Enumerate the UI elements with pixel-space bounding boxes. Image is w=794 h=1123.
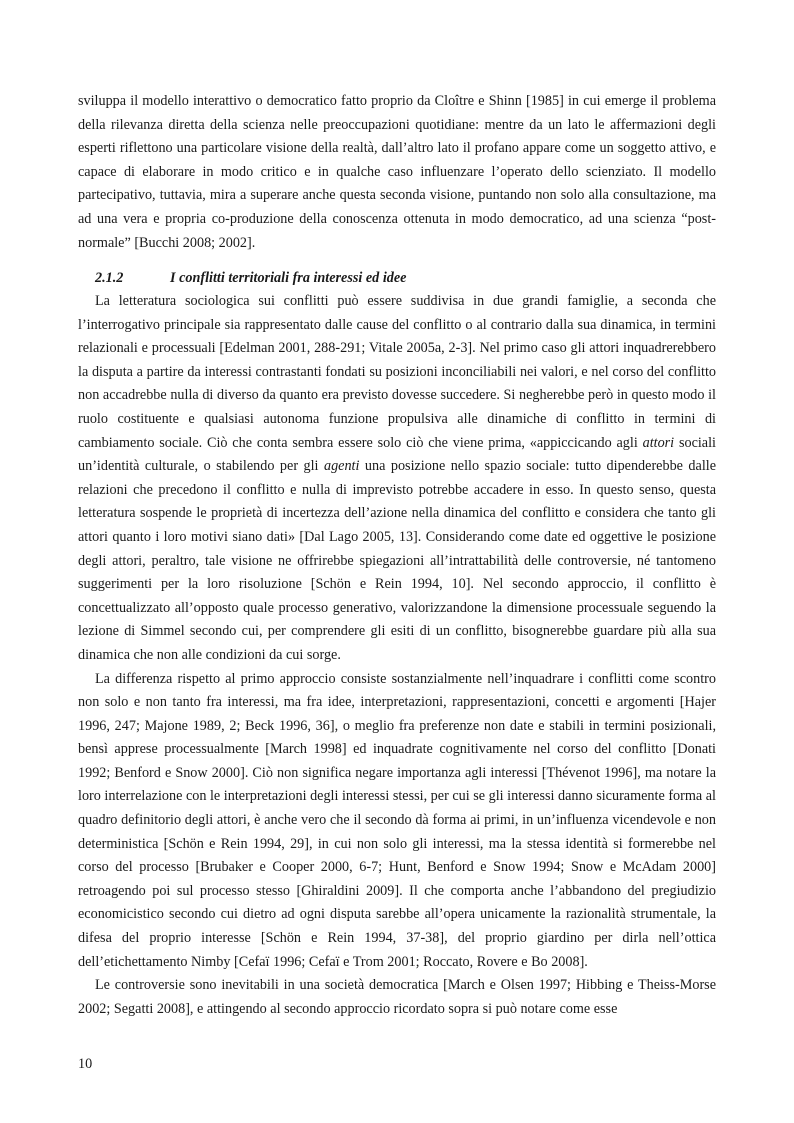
section-number: 2.1.2 — [95, 270, 124, 286]
paragraph-1 — [78, 290, 716, 668]
intro-paragraph: sviluppa il modello interattivo o democratico fatto proprio da Cloître e Shinn [1985] in cui emerge il problema della rilevanza diretta della scienza nelle preoccupazioni quotidiane: mentre da un lato le affermazioni degli esperti riflettono una particolare visione della realtà, dall’altro lato il profano appare come un soggetto attivo, e capace di elaborare in modo critico e in qualche caso influenzare l’operato dello scienziato. Il modello partecipativo, tuttavia, mira a superare anche questa seconda visione, puntando non solo alla consultazione, ma ad una vera e propria co-produzione della conoscenza ottenuta in modo democratico, ad una scienza “post-normale” [Bucchi 2008; 2002]. — [78, 93, 716, 251]
paragraph-1-part-c: una posizione nello spazio sociale: tutto dipenderebbe dalle relazioni che precedono il conflitto e nulla di imprevisto potrebbe accadere in esso. In questo senso, questa letteratura sospende le proprietà di incertezza dell’azione nella dinamica del conflitto e considera che tanto gli attori quanto i loro motivi siano dati» [Dal Lago 2005, 13]. Considerando come date ed oggettive le posizione degli attori, peraltro, tale visione ne offrirebbe spiegazioni all’intrattabilità delle controversie, né tantomeno suggerimenti per la loro risoluzione [Schön e Rein 1994, 10]. Nel secondo approccio, il conflitto è concettualizzato all’opposto quale processo generativo, valorizzandone la dimensione processuale seguendo la lezione di Simmel secondo cui, per comprendere gli esiti di un conflitto, bisognerebbe guardare più alla sua dinamica che non alle condizioni da cui sorge. — [78, 458, 717, 663]
page-number: 10 — [78, 1056, 93, 1072]
section-body — [78, 290, 716, 1021]
body-text-continued — [78, 90, 716, 255]
paragraph-1-emphasis-agenti: agenti — [323, 458, 360, 475]
paragraph-1-part-a: La letteratura sociologica sui conflitti può essere suddivisa in due grandi famiglie, a seconda che l’interrogativo principale sia rappresentato dalle cause del conflitto o al contrario dalla sua dinamica, in termini relazionali e processuali [Edelman 2001, 288-291; Vitale 2005a, 2-3]. Nel primo caso gli attori inquadrerebbero la disputa a partire da interessi contrastanti fondati su posizioni inconciliabili nei valori, e nel corso del conflitto non accadrebbe nulla di diverso da quanto era previsto dovesse succedere. Si negherebbe però in questo modo il ruolo costituente e qualsiasi autonoma funzione propulsiva alle dinamiche di conflitto in termini di cambiamento sociale. Ciò che conta sembra essere solo ciò che viene prima, «appiccicando agli — [78, 293, 716, 451]
section-title: I conflitti territoriali fra interessi ed idee — [170, 270, 407, 286]
paragraph-1-emphasis-attori: attori — [642, 434, 675, 451]
paragraph-2: La differenza rispetto al primo approccio consiste sostanzialmente nell’inquadrare i conflitti come scontro non solo e non tanto fra interessi, ma fra idee, interpretazioni, rappresentazioni, concetti e argomenti [Hajer 1996, 247; Majone 1989, 2; Beck 1996, 36], o meglio fra preferenze non date e stabili in termini posizionali, bensì apprese processualmente [March 1998] ed inquadrate cognitivamente nel corso del conflitto [Donati 1992; Benford e Snow 2000]. Ciò non significa negare importanza agli interessi [Thévenot 1996], ma notare la loro interrelazione con le interpretazioni degli interessi stessi, per cui se gli interessi danno sicuramente forma al quadro definitorio degli attori, è anche vero che il secondo dà forma ai primi, in un’influenza vicendevole e non deterministica [Schön e Rein 1994, 29], in cui non solo gli interessi, ma la stessa identità si formerebbe nel corso del processo [Brubaker e Cooper 2000, 6-7; Hunt, Benford e Snow 1994; Snow e McAdam 2000] retroagendo poi sul processo stesso [Ghiraldini 2009]. Il che comporta anche l’abbandono del pregiudizio economicistico secondo cui dietro ad ogni disputa sarebbe all’opera unicamente la razionalità strumentale, la difesa del proprio interesse [Schön e Rein 1994, 37-38], del proprio giardino per dirla nell’ottica dell’etichettamento Nimby [Cefaï 1996; Cefaï e Trom 2001; Roccato, Rovere e Bo 2008]. — [78, 670, 716, 970]
section-heading — [95, 266, 695, 290]
paragraph-1-part-b: sociali un’identità culturale, o stabilendo per gli — [78, 434, 716, 475]
paragraph-3: Le controversie sono inevitabili in una società democratica [March e Olsen 1997; Hibbing e Theiss-Morse 2002; Segatti 2008], e attingendo al secondo approccio ricordato sopra si può notare come esse — [78, 977, 716, 1017]
